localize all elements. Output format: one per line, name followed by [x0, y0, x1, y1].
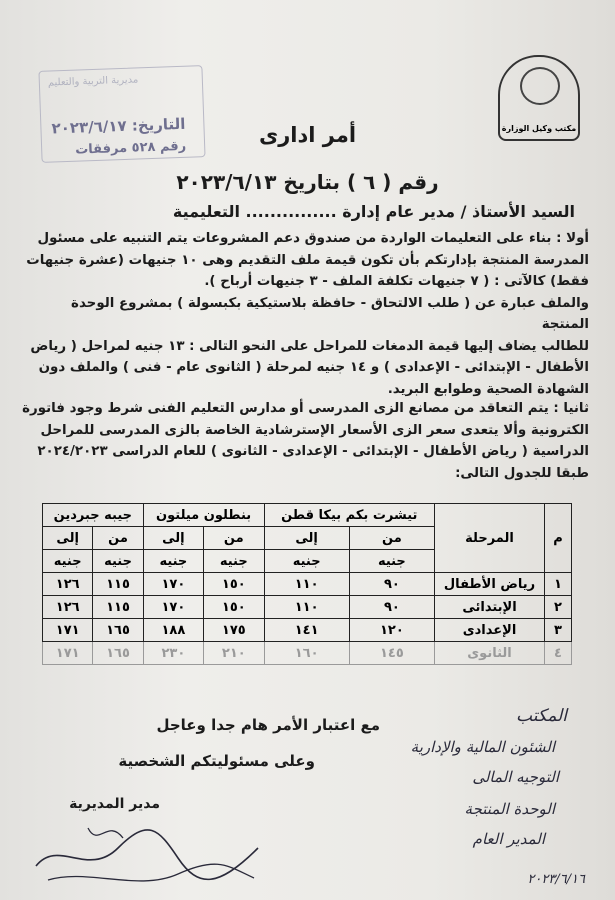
para1-line: المدرسة المنتجة بإدارتكم بأن تكون قيمة ملف التقديم وهى ١٠ جنيهات (عشرة جنيهات	[26, 252, 589, 268]
price-cell: ١٧١	[43, 619, 93, 642]
para1-line: فقط) كالآتى : ( ٧ جنيهات تكلفة الملف - ٣ جنيهات أرباح ).	[204, 274, 589, 289]
stamp-ref: رقم ٥٢٨ مرفقات	[74, 138, 187, 158]
para1-line: والملف عبارة عن ( طلب الالتحاق - حافظة بلاستيكية بكبسولة ) بمشروع الوحدة المنتجة	[71, 295, 589, 332]
col-header-to: إلى	[143, 527, 203, 550]
para1-line: الشهادة الصحية وطوابع البريد.	[387, 381, 589, 397]
col-header-group: تيشرت بكم بيكا قطن	[264, 504, 434, 527]
price-cell: ١١٥	[93, 573, 143, 596]
row-number: ٣	[545, 619, 572, 642]
stamp-date: التاريخ: ٢٠٢٣/٦/١٧	[51, 114, 186, 138]
handwritten-date: ٢٠٢٣/٦/١٦	[527, 872, 585, 887]
price-cell: ١٥٠	[204, 596, 264, 619]
para2-line: ثانيا : يتم التعاقد من مصانع الزى المدرسى أو مدارس التعليم الفنى شرط وجود فاتورة	[22, 401, 589, 416]
price-cell: ١١٠	[264, 573, 349, 596]
para1-line: أولا : بناء على التعليمات الواردة من صندوق دعم المشروعات يتم التنبيه على مسئول	[37, 231, 589, 246]
paragraph-first	[21, 228, 589, 400]
handwritten-note: الشئون المالية والإدارية	[410, 738, 555, 756]
price-cell: ١٢٦	[43, 596, 93, 619]
row-stage: الإعدادى	[435, 619, 545, 642]
col-header-from: من	[349, 527, 434, 550]
col-header-to: إلى	[43, 527, 93, 550]
incoming-stamp	[38, 65, 205, 163]
col-header-group: جيبه جبردين	[43, 504, 144, 527]
para1-line: الأطفال - الإبتدائى - الإعدادى ) و ١٤ جنيه لمرحلة ( الثانوى عام - فنى ) والملف دون	[38, 360, 589, 375]
row-number: ٢	[545, 596, 572, 619]
row-stage: رياض الأطفال	[435, 573, 545, 596]
price-cell: ١٧٠	[143, 573, 203, 596]
para2-line: الدراسية ( رياض الأطفال - الإبتدائى - الإعدادى - الثانوى ) للعام الدراسى ٢٠٢٤/٢٠٢٣	[37, 444, 589, 459]
unit-cell: جنيه	[143, 550, 203, 573]
price-cell: ١١٥	[93, 596, 143, 619]
unit-cell: جنيه	[93, 550, 143, 573]
logo-caption: مكتب وكيل الوزارة	[501, 124, 577, 133]
price-cell: ١٧١	[43, 642, 93, 665]
addressee-line: السيد الأستاذ / مدير عام إدارة ............... التعليمية	[172, 202, 575, 221]
unit-cell: جنيه	[349, 550, 434, 573]
price-cell: ١٢٦	[43, 573, 93, 596]
paragraph-second	[21, 398, 589, 484]
price-cell: ١٦٥	[93, 619, 143, 642]
para1-line: للطالب يضاف إليها قيمة الدمغات للمراحل على النحو التالى : ١٣ جنيه لمراحل ( رياض	[30, 338, 589, 354]
table-header-row	[43, 504, 572, 527]
closing-line-urgent: مع اعتبار الأمر هام جدا وعاجل	[156, 716, 380, 734]
emblem-icon	[520, 67, 560, 105]
handwritten-note: المكتب	[516, 706, 567, 726]
unit-cell: جنيه	[264, 550, 349, 573]
document-title: أمر ادارى	[258, 123, 357, 147]
signature-title: مدير المديرية	[69, 796, 160, 812]
unit-cell: جنيه	[43, 550, 93, 573]
table-row	[43, 573, 572, 596]
para2-line: الكترونية وألا يتعدى سعر الزى الأسعار الإسترشادية الخاصة بالزى المدرسى للمراحل	[40, 422, 589, 438]
row-number: ٤	[545, 642, 572, 665]
col-header-stage: المرحلة	[435, 504, 545, 573]
row-number: ١	[545, 573, 572, 596]
row-stage: الإبتدائى	[435, 596, 545, 619]
price-cell: ١٦٠	[264, 642, 349, 665]
director-signature	[28, 808, 268, 896]
price-cell: ١٧٠	[143, 596, 203, 619]
handwritten-note: الوحدة المنتجة	[464, 800, 555, 818]
price-cell: ١٤٥	[349, 642, 434, 665]
para2-line: طبقا للجدول التالى:	[455, 465, 589, 481]
price-cell: ٢١٠	[204, 642, 264, 665]
col-header-from: من	[93, 527, 143, 550]
row-stage: الثانوى	[435, 642, 545, 665]
stamp-header: مديرية التربية والتعليم	[47, 74, 139, 89]
table-row	[43, 619, 572, 642]
closing-line-responsibility: وعلى مسئوليتكم الشخصية	[118, 752, 315, 770]
price-cell: ٢٣٠	[143, 642, 203, 665]
price-cell: ١٥٠	[204, 573, 264, 596]
price-cell: ١٧٥	[204, 619, 264, 642]
price-cell: ٩٠	[349, 573, 434, 596]
price-cell: ٩٠	[349, 596, 434, 619]
col-header-to: إلى	[264, 527, 349, 550]
price-cell: ١٤١	[264, 619, 349, 642]
handwritten-note: التوجيه المالى	[472, 768, 559, 786]
uniform-price-table	[42, 503, 572, 665]
col-header-from: من	[204, 527, 264, 550]
unit-cell: جنيه	[204, 550, 264, 573]
price-cell: ١٦٥	[93, 642, 143, 665]
col-header-group: بنطلون ميلتون	[143, 504, 264, 527]
price-cell: ١١٠	[264, 596, 349, 619]
table-row	[43, 642, 572, 665]
handwritten-note: المدير العام	[472, 830, 545, 848]
price-cell: ١٨٨	[143, 619, 203, 642]
table-row	[43, 596, 572, 619]
col-header-m: م	[545, 504, 572, 573]
price-cell: ١٢٠	[349, 619, 434, 642]
document-number-line: رقم ( ٦ ) بتاريخ ٢٠٢٣/٦/١٣	[176, 170, 439, 194]
